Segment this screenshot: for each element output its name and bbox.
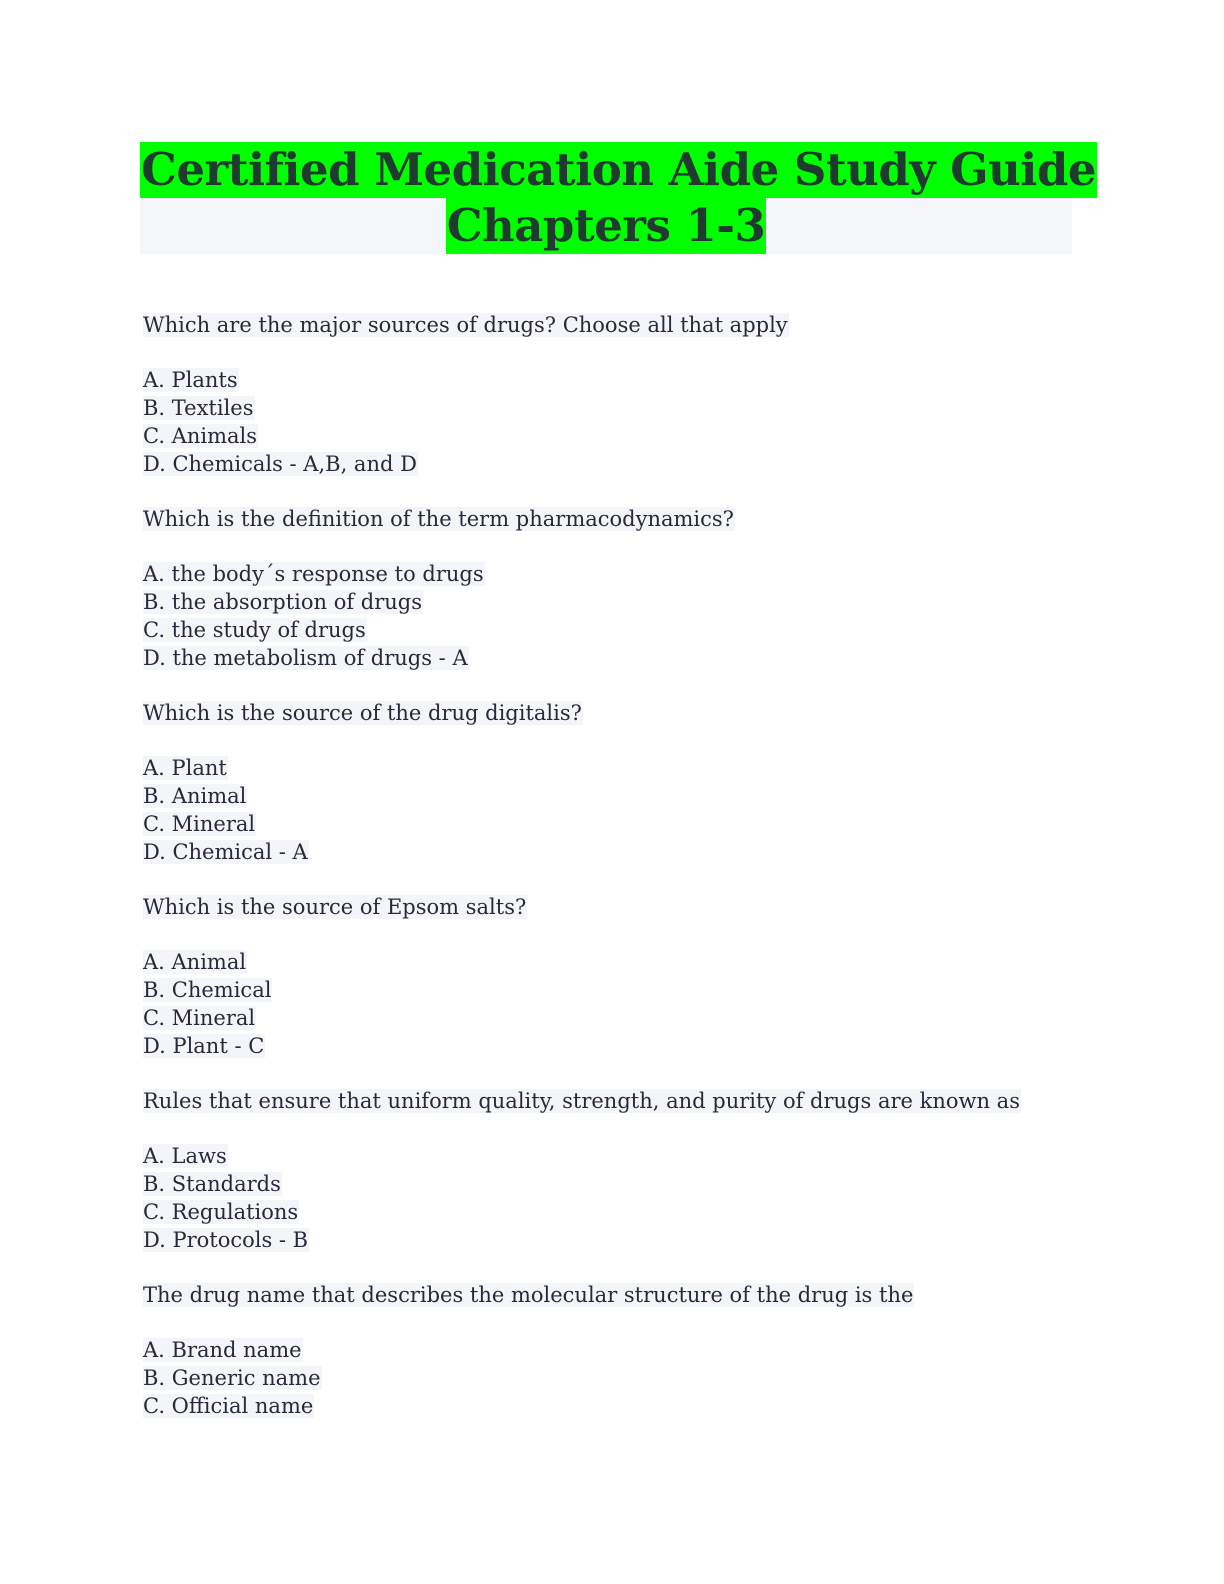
answer-option: B. the absorption of drugs: [143, 590, 423, 614]
question-text: Which is the source of Epsom salts?: [143, 895, 527, 919]
answer-option: C. Mineral: [143, 1006, 256, 1030]
question-block: [143, 311, 1083, 505]
question-list: [143, 311, 1083, 1420]
title-line-2: Chapters 1-3: [446, 199, 766, 252]
question-text: The drug name that describes the molecular structure of the drug is the: [143, 1283, 914, 1307]
question-text: Rules that ensure that uniform quality, strength, and purity of drugs are known as: [143, 1089, 1020, 1113]
answer-option: B. Animal: [143, 784, 247, 808]
answer-option: C. the study of drugs: [143, 618, 366, 642]
answer-option: D. Protocols - B: [143, 1228, 309, 1252]
question-text: Which is the definition of the term pharmacodynamics?: [143, 507, 734, 531]
answer-option: D. Plant - C: [143, 1034, 265, 1058]
answer-option: A. Plants: [143, 368, 238, 392]
answer-option: C. Official name: [143, 1394, 314, 1418]
answer-option: A. Animal: [143, 950, 247, 974]
answer-option: C. Regulations: [143, 1200, 299, 1224]
answer-option: A. Laws: [143, 1144, 227, 1168]
answer-option: B. Generic name: [143, 1366, 321, 1390]
question-block: [143, 505, 1083, 699]
question-block: [143, 893, 1083, 1087]
answer-option: B. Textiles: [143, 396, 254, 420]
answer-option: A. Brand name: [143, 1338, 302, 1362]
answer-option: D. the metabolism of drugs - A: [143, 646, 468, 670]
answer-option: C. Animals: [143, 424, 258, 448]
question-block: [143, 1087, 1083, 1281]
answer-option: D. Chemicals - A,B, and D: [143, 452, 417, 476]
answer-option: A. Plant: [143, 756, 227, 780]
answer-option: A. the body´s response to drugs: [143, 562, 484, 586]
answer-option: C. Mineral: [143, 812, 256, 836]
answer-option: B. Chemical: [143, 978, 272, 1002]
answer-option: D. Chemical - A: [143, 840, 308, 864]
question-block: [143, 699, 1083, 893]
answer-option: B. Standards: [143, 1172, 281, 1196]
title-line-1: Certified Medication Aide Study Guide: [141, 143, 1096, 196]
question-block: [143, 1281, 1083, 1420]
question-text: Which are the major sources of drugs? Choose all that apply: [143, 313, 788, 337]
document-title: [140, 142, 1096, 254]
question-text: Which is the source of the drug digitalis?: [143, 701, 582, 725]
